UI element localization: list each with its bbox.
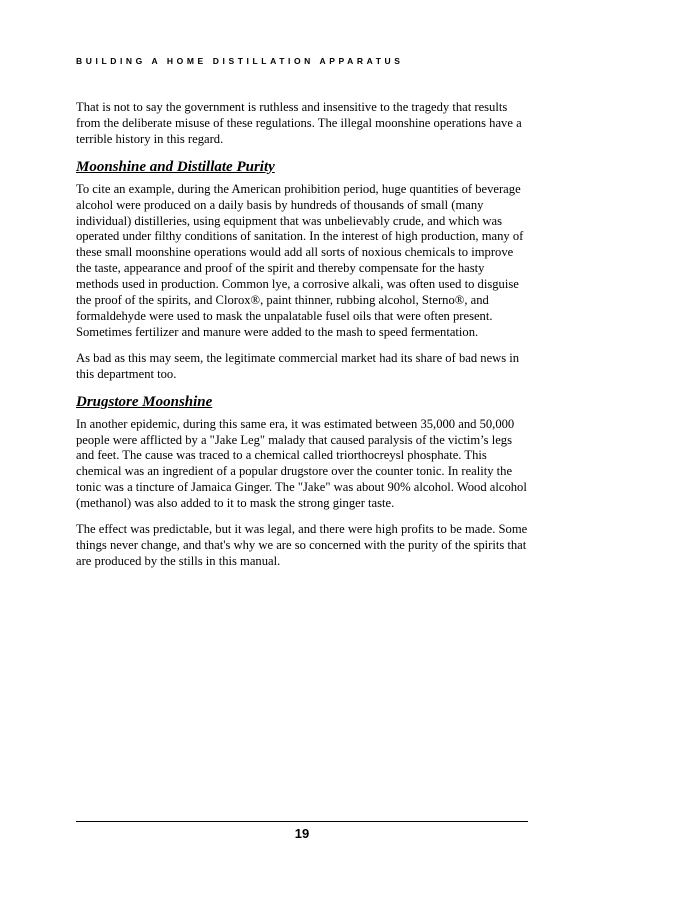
- jake-leg-paragraph: In another epidemic, during this same era, it was estimated between 35,000 and 50,000 people were afflicted by a "Jake Leg" malady that caused paralysis of the victim’s legs and feet. The cause was traced to a chemical called triorthocreysl phosphate. This chemical was an ingredient of a popular drugstore over the counter tonic. In reality the tonic was a tincture of Jamaica Ginger. The "Jake" was about 90% alcohol. Wood alcohol (methanol) was also added to it to mask the strong ginger taste.: [76, 416, 527, 511]
- intro-paragraph: That is not to say the government is ruthless and insensitive to the tragedy that results from the deliberate misuse of these regulations. The illegal moonshine operations have a terrible history in this regard.: [76, 100, 522, 146]
- commercial-market-paragraph: As bad as this may seem, the legitimate commercial market had its share of bad news in this department too.: [76, 350, 520, 381]
- running-header: BUILDING A HOME DISTILLATION APPARATUS: [76, 56, 404, 66]
- page-body: [76, 100, 528, 580]
- section-heading-moonshine-purity: Moonshine and Distillate Purity: [76, 158, 275, 175]
- footer-divider: [76, 821, 528, 822]
- section-heading-drugstore-moonshine: Drugstore Moonshine: [76, 393, 213, 410]
- page-number: 19: [294, 826, 310, 841]
- prohibition-paragraph: To cite an example, during the American prohibition period, huge quantities of beverage alcohol were produced on a daily basis by hundreds of thousands of small (many individual) distilleries, using equipment that was unbelievably crude, and which was operated under filthy conditions of sanitation. In the interest of high production, many of these small moonshine operations would add all sorts of noxious chemicals to improve the taste, appearance and proof of the spirit and thereby compensate for the hasty methods used in production. Common lye, a corrosive alkali, was often used to disguise the proof of the spirits, and Clorox®, paint thinner, rubbing alcohol, Sterno®, and formaldehyde were used to mask the unpalatable fusel oils that were often present. Sometimes fertilizer and manure were added to the mash to speed fermentation.: [76, 181, 524, 339]
- effect-paragraph: The effect was predictable, but it was legal, and there were high profits to be made. Some things never change, and that's why we are so concerned with the purity of the spirits that are produced by the stills in this manual.: [76, 522, 528, 568]
